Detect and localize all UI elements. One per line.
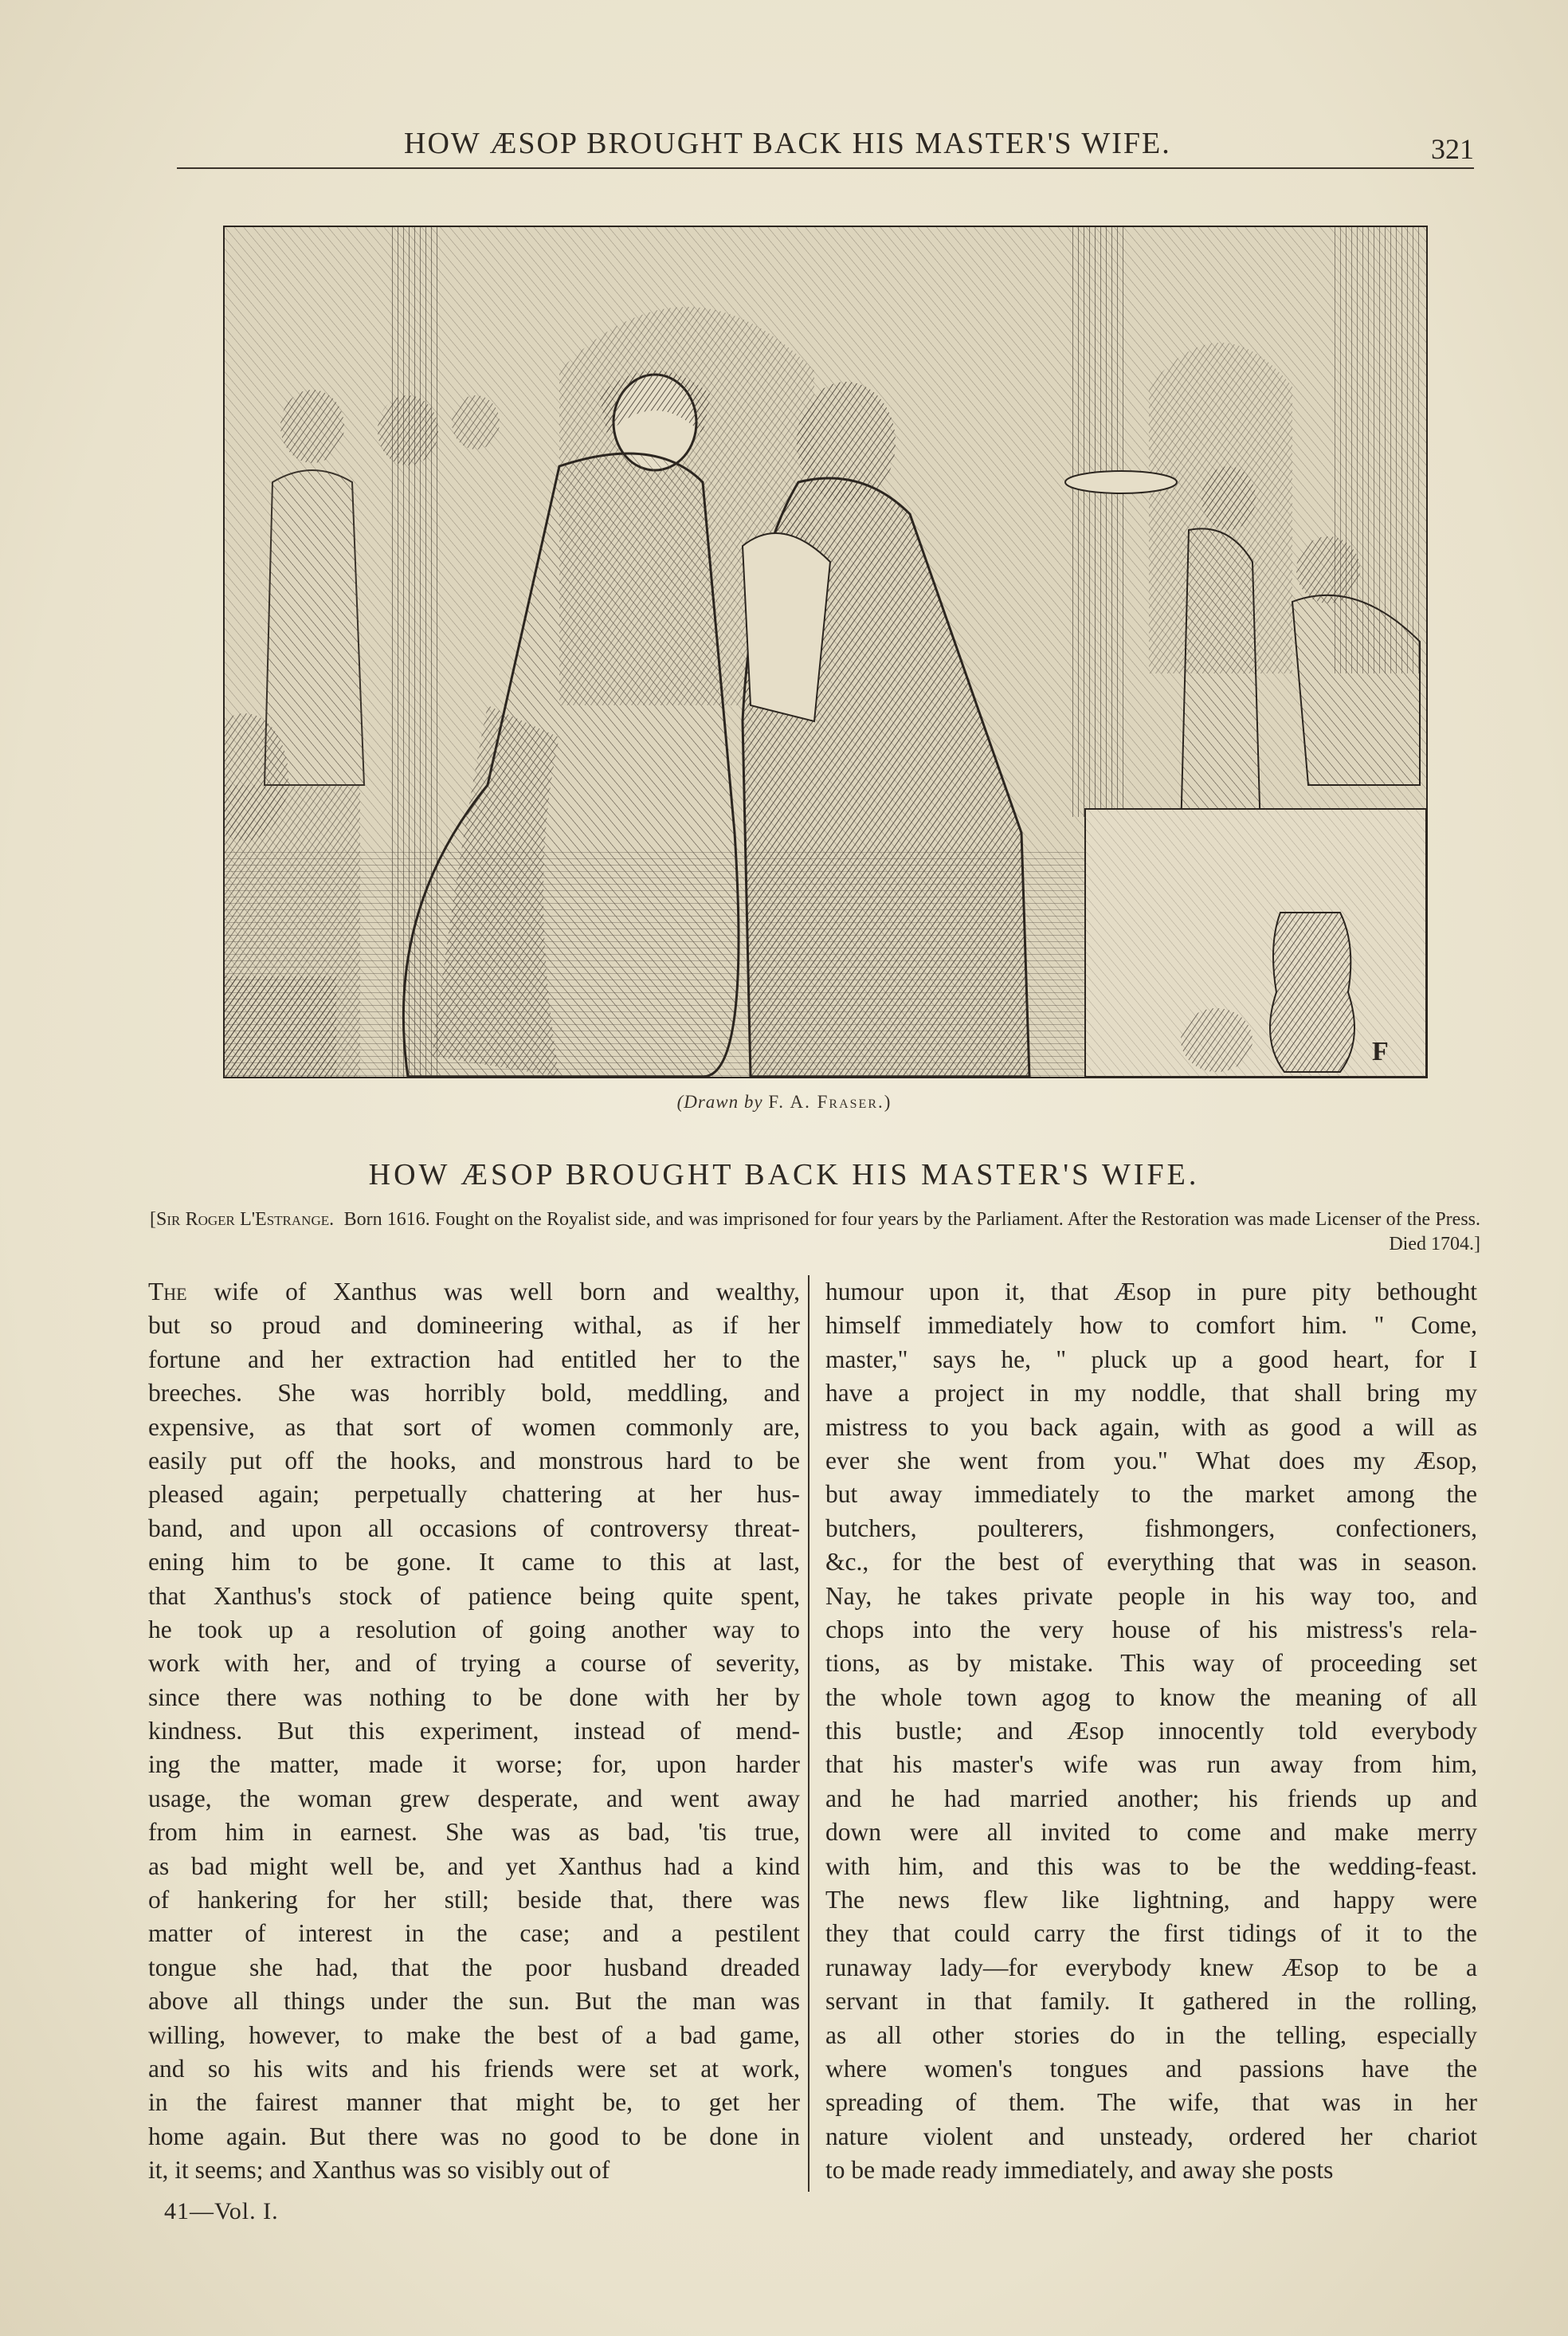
engraving-drawing — [225, 227, 1426, 1077]
text-line: and he had married another; his friends up and — [825, 1784, 1477, 1812]
text-line: mistress to you back again, with as good a will as — [825, 1412, 1477, 1441]
text-line: humour upon it, that Æsop in pure pity bethought — [825, 1278, 1477, 1305]
text-line: expensive, as that sort of women commonly are, — [148, 1412, 800, 1441]
text-line: to be made ready immediately, and away she posts — [825, 2156, 1334, 2185]
caption-artist: F. A. Fraser. — [768, 1092, 884, 1112]
text-line: spreading of them. The wife, that was in her — [825, 2088, 1477, 2117]
text-line: kindness. But this experiment, instead of mend- — [148, 1717, 800, 1745]
text-line: tions, as by mistake. This way of proceeding set — [825, 1649, 1477, 1678]
text-column-right — [825, 1275, 1477, 2188]
text-line: this bustle; and Æsop innocently told everybody — [825, 1717, 1477, 1745]
text-line: they that could carry the first tidings of it to the — [825, 1919, 1477, 1948]
text-line: but away immediately to the market among the — [825, 1480, 1477, 1509]
column-rule — [808, 1275, 809, 2192]
attribution-details: Born 1616. Fought on the Royalist side, and was imprisoned for four years by the Parliament. After the Restoration was made Licenser of the Press. Died 1704.] — [343, 1209, 1481, 1254]
text-line: easily put off the hooks, and monstrous hard to be — [148, 1446, 800, 1474]
author-attribution — [150, 1207, 1480, 1257]
text-line: and so his wits and his friends were set at work, — [148, 2054, 800, 2083]
engraving-illustration — [223, 226, 1428, 1078]
text-line: matter of interest in the case; and a pestilent — [148, 1919, 800, 1948]
text-line: of hankering for her still; beside that, there was — [148, 1886, 800, 1914]
text-line: butchers, poulterers, fishmongers, confectioners, — [825, 1513, 1477, 1542]
running-head — [177, 121, 1474, 169]
text-line: he took up a resolution of going another way to — [148, 1615, 800, 1643]
text-line: master," says he, " pluck up a good heart, for I — [825, 1345, 1477, 1373]
text-line: home again. But there was no good to be done in — [148, 2122, 800, 2150]
text-line — [148, 1275, 800, 1309]
caption-prefix: (Drawn by — [676, 1092, 763, 1112]
text-line: breeches. She was horribly bold, meddling, and — [148, 1379, 800, 1407]
running-title: HOW ÆSOP BROUGHT BACK HIS MASTER'S WIFE. — [404, 127, 1171, 160]
text-line: it, it seems; and Xanthus was so visibly out of — [148, 2156, 610, 2185]
text-line: runaway lady—for everybody knew Æsop to be a — [825, 1953, 1477, 1981]
first-line-rest: wife of Xanthus was well born and wealthy, — [214, 1278, 800, 1305]
text-line: Nay, he takes private people in his way too, and — [825, 1581, 1477, 1610]
text-line: tongue she had, that the poor husband dreaded — [148, 1953, 800, 1981]
text-line: fortune and her extraction had entitled her to the — [148, 1345, 800, 1373]
lead-word: The — [148, 1278, 187, 1305]
text-line: as all other stories do in the telling, especially — [825, 2020, 1477, 2049]
text-line: servant in that family. It gathered in the rolling, — [825, 1987, 1477, 2016]
text-line: &c., for the best of everything that was in season. — [825, 1548, 1477, 1576]
text-line: in the fairest manner that might be, to get her — [148, 2088, 800, 2117]
text-line: where women's tongues and passions have the — [825, 2054, 1477, 2083]
text-line: himself immediately how to comfort him. " Come, — [825, 1311, 1477, 1340]
text-line: pleased again; perpetually chattering at her hus- — [148, 1480, 800, 1509]
text-line: but so proud and domineering withal, as if her — [148, 1311, 800, 1340]
text-line: have a project in my noddle, that shall bring my — [825, 1379, 1477, 1407]
article-title: HOW ÆSOP BROUGHT BACK HIS MASTER'S WIFE. — [368, 1158, 1200, 1192]
text-column-left — [148, 1275, 800, 2188]
text-line: nature violent and unsteady, ordered her chariot — [825, 2122, 1477, 2150]
illustration-caption — [0, 1092, 1568, 1113]
attribution-author: [Sir Roger L'Estrange. — [150, 1209, 335, 1230]
text-line: since there was nothing to be done with her by — [148, 1682, 800, 1711]
text-line: above all things under the sun. But the man was — [148, 1987, 800, 2016]
text-line: ening him to be gone. It came to this at last, — [148, 1548, 800, 1576]
text-line: that Xanthus's stock of patience being quite spent, — [148, 1581, 800, 1610]
svg-text:F: F — [1372, 1037, 1389, 1066]
caption-suffix: ) — [884, 1092, 892, 1112]
page-number: 321 — [1431, 133, 1474, 165]
text-line: work with her, and of trying a course of severity, — [148, 1649, 800, 1678]
text-line: ever she went from you." What does my Æsop, — [825, 1446, 1477, 1474]
text-line: that his master's wife was run away from him, — [825, 1750, 1477, 1779]
text-line: ing the matter, made it worse; for, upon harder — [148, 1750, 800, 1779]
text-line: down were all invited to come and make merry — [825, 1818, 1477, 1847]
text-line: from him in earnest. She was as bad, 'tis true, — [148, 1818, 800, 1847]
text-line: chops into the very house of his mistress's rela- — [825, 1615, 1477, 1643]
text-line: usage, the woman grew desperate, and went away — [148, 1784, 800, 1812]
text-line: The news flew like lightning, and happy were — [825, 1886, 1477, 1914]
signature-mark: 41—Vol. I. — [164, 2198, 279, 2224]
text-line: with him, and this was to be the wedding-feast. — [825, 1851, 1477, 1880]
text-line: as bad might well be, and yet Xanthus had a kind — [148, 1851, 800, 1880]
text-line: the whole town agog to know the meaning of all — [825, 1682, 1477, 1711]
text-line: willing, however, to make the best of a bad game, — [148, 2020, 800, 2049]
text-line: band, and upon all occasions of controversy threat- — [148, 1513, 800, 1542]
